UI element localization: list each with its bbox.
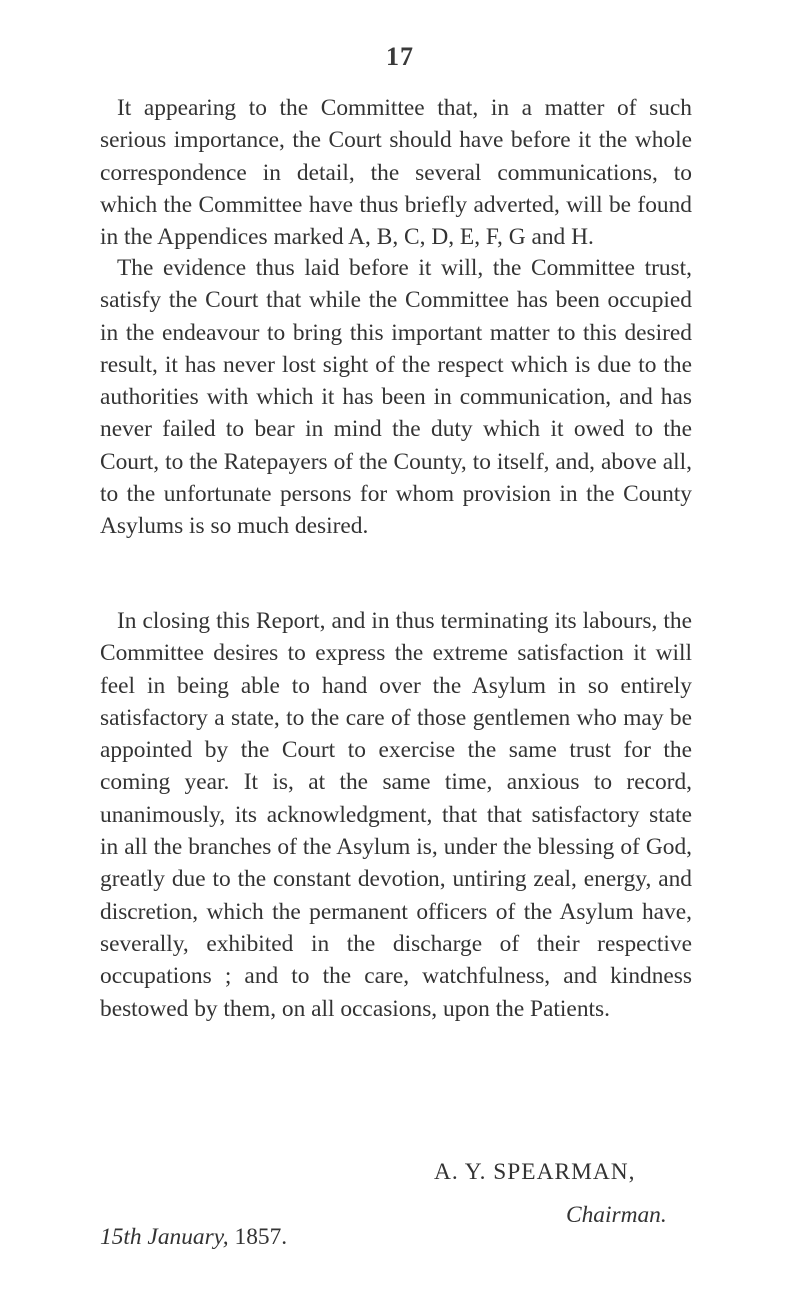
signature-role: Chairman. bbox=[566, 1202, 667, 1228]
date-year: 1857. bbox=[234, 1224, 288, 1250]
signature-name: A. Y. SPEARMAN, bbox=[434, 1159, 636, 1185]
page-number: 17 bbox=[386, 42, 414, 71]
paragraph-closing: In closing this Report, and in thus terminating its labours, the Committee desires to express the extreme satisfaction it will feel in being able to hand over the Asylum in so entirely satisfactory a state, to the care of those gentlemen who may be appointed by the Court to exercise the same trust for the coming year. It is, at the same time, anxious to record, unanimously, its acknowledgment, that that satisfactory state in all the branches of the Asylum is, under the blessing of God, greatly due to the constant devotion, untiring zeal, energy, and discretion, which the permanent officers of the Asylum have, severally, exhibited in the discharge of their respective occupations ; and to the care, watchfulness, and kindness bestowed by them, on all occasions, upon the Patients. bbox=[100, 608, 692, 1022]
paragraph-evidence: The evidence thus laid before it will, the Committee trust, satisfy the Court that while the Committee has been occupied in the endeavour to bring this important matter to this desired result, it has never lost sight of the respect which is due to the authorities with which it has been in communication, and has never failed to bear in mind the duty which it owed to the Court, to the Ratepayers of the County, to itself, and, above all, to the unfortunate persons for whom provision in the County Asylums is so much desired. bbox=[100, 255, 692, 540]
document-date bbox=[100, 1224, 287, 1251]
paragraph-appendices: It appearing to the Committee that, in a matter of such serious importance, the Court should have before it the whole correspondence in detail, the several communications, to which the Committee have thus briefly adverted, will be found in the Appendices marked A, B, C, D, E, F, G and H. bbox=[100, 95, 692, 251]
date-day-month: 15th January, bbox=[100, 1224, 229, 1250]
